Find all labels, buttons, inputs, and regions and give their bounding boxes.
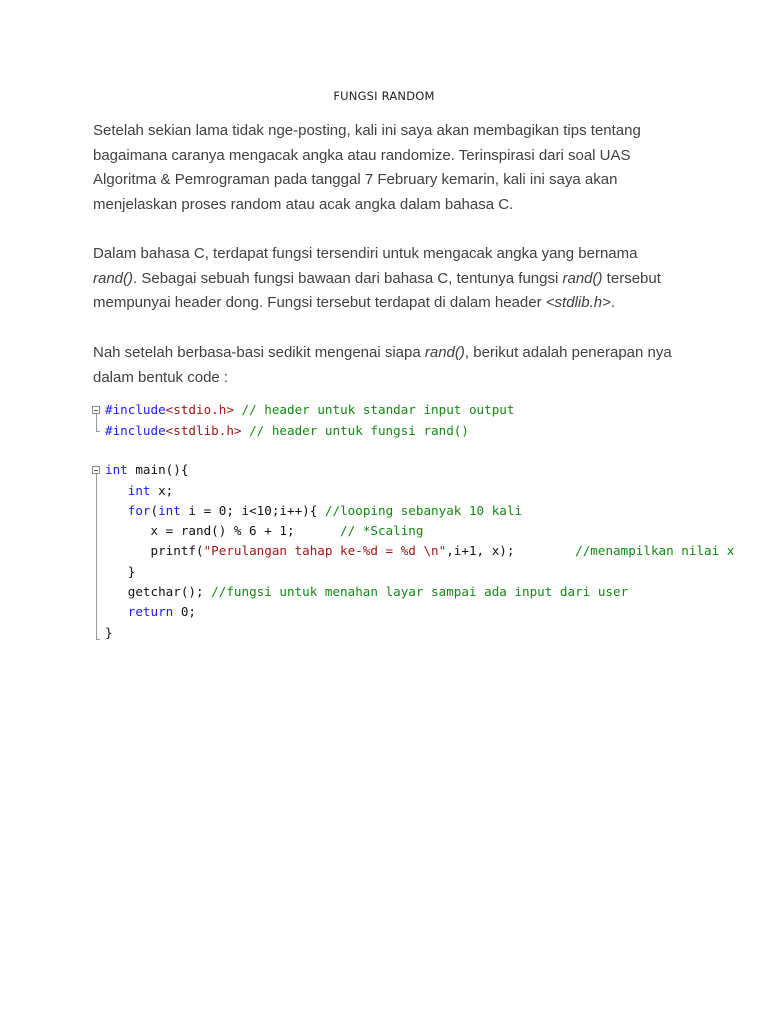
text-line: Dalam bahasa C, terdapat fungsi tersendiri untuk mengacak angka yang bernama xyxy=(93,245,638,262)
inline-code-italic: rand() xyxy=(562,269,603,287)
code-token: 0; xyxy=(173,604,196,619)
code-line-11 xyxy=(105,604,196,620)
inline-code-italic: <stdlib.h> xyxy=(545,294,611,312)
code-token: main(){ xyxy=(127,462,189,477)
inline-code-italic: rand() xyxy=(93,269,134,287)
comment-token: // *Scaling xyxy=(340,523,424,538)
fold-guide-line xyxy=(96,414,97,431)
comment-token: //fungsi untuk menahan layar sampai ada input dari user xyxy=(211,584,629,599)
text-fragment: tersebut xyxy=(602,269,661,287)
code-token: i = 0; i<10;i++){ xyxy=(180,503,325,518)
preprocessor-token: #include xyxy=(105,423,166,438)
code-line-8 xyxy=(105,543,734,559)
code-line-10 xyxy=(105,584,628,600)
text-line: Algoritma & Pemrograman pada tanggal 7 February kemarin, kali ini saya akan xyxy=(93,171,618,189)
keyword-token: int xyxy=(158,503,181,518)
code-line-7 xyxy=(105,523,423,539)
indent xyxy=(105,604,128,619)
code-screenshot xyxy=(92,401,735,646)
fold-guide-end xyxy=(96,639,100,640)
text-line: menjelaskan proses random atau acak angka dalam bahasa C. xyxy=(93,195,514,213)
code-line-12 xyxy=(105,625,113,641)
paragraph-code-intro xyxy=(93,341,683,390)
comment-token: //menampilkan nilai x xyxy=(575,543,735,558)
string-token: "Perulangan tahap ke-%d = %d \n" xyxy=(203,543,447,558)
code-line-5 xyxy=(105,483,173,499)
comment-token: // header untuk fungsi rand() xyxy=(241,423,469,438)
code-token: } xyxy=(105,564,136,579)
fold-collapse-icon xyxy=(92,406,100,414)
inline-code-italic: rand() xyxy=(424,344,465,361)
code-token: getchar(); xyxy=(105,584,212,599)
comment-token: //looping sebanyak 10 kali xyxy=(324,503,523,518)
text-fragment: . xyxy=(610,294,616,312)
keyword-token: int xyxy=(105,462,128,477)
text-fragment: mempunyai header dong. Fungsi tersebut terdapat di dalam header xyxy=(93,294,546,312)
code-line-1 xyxy=(105,402,514,418)
paragraph-intro xyxy=(93,119,683,217)
code-line-9 xyxy=(105,564,135,580)
fold-collapse-icon xyxy=(92,466,100,474)
text-fragment: , berikut adalah penerapan nya xyxy=(464,344,672,361)
code-line-4 xyxy=(105,462,188,478)
keyword-token: return xyxy=(127,604,174,619)
comment-token: // header untuk standar input output xyxy=(233,402,515,417)
document-title: FUNGSI RANDOM xyxy=(333,89,435,103)
code-token: x = rand() % 6 + 1; xyxy=(105,523,341,538)
fold-guide-end xyxy=(96,431,100,432)
code-line-2 xyxy=(105,423,469,439)
paragraph-rand-function xyxy=(93,242,683,316)
indent xyxy=(105,483,128,498)
code-token: ( xyxy=(150,503,159,518)
code-token: printf( xyxy=(105,543,204,558)
text-line: Setelah sekian lama tidak nge-posting, kali ini saya akan membagikan tips tentang xyxy=(93,122,641,139)
text-line xyxy=(93,341,683,366)
text-fragment: . Sebagai sebuah fungsi bawaan dari bahasa C, tentunya fungsi xyxy=(133,269,563,287)
keyword-token: int xyxy=(127,483,151,498)
text-line xyxy=(93,267,683,292)
header-token: <stdlib.h> xyxy=(165,423,242,438)
fold-guide-line xyxy=(96,474,97,639)
code-token: } xyxy=(105,625,113,640)
code-token: ,i+1, x); xyxy=(446,543,576,558)
text-fragment: Nah setelah berbasa-basi sedikit mengenai siapa xyxy=(93,344,425,361)
text-line: bagaimana caranya mengacak angka atau randomize. Terinspirasi dari soal UAS xyxy=(93,146,631,164)
preprocessor-token: #include xyxy=(105,402,166,417)
header-token: <stdio.h> xyxy=(165,402,234,417)
keyword-token: for xyxy=(127,503,151,518)
text-line: dalam bentuk code : xyxy=(93,368,229,386)
indent xyxy=(105,503,128,518)
code-line-6 xyxy=(105,503,522,519)
text-line xyxy=(93,291,683,316)
code-token: x; xyxy=(150,483,174,498)
